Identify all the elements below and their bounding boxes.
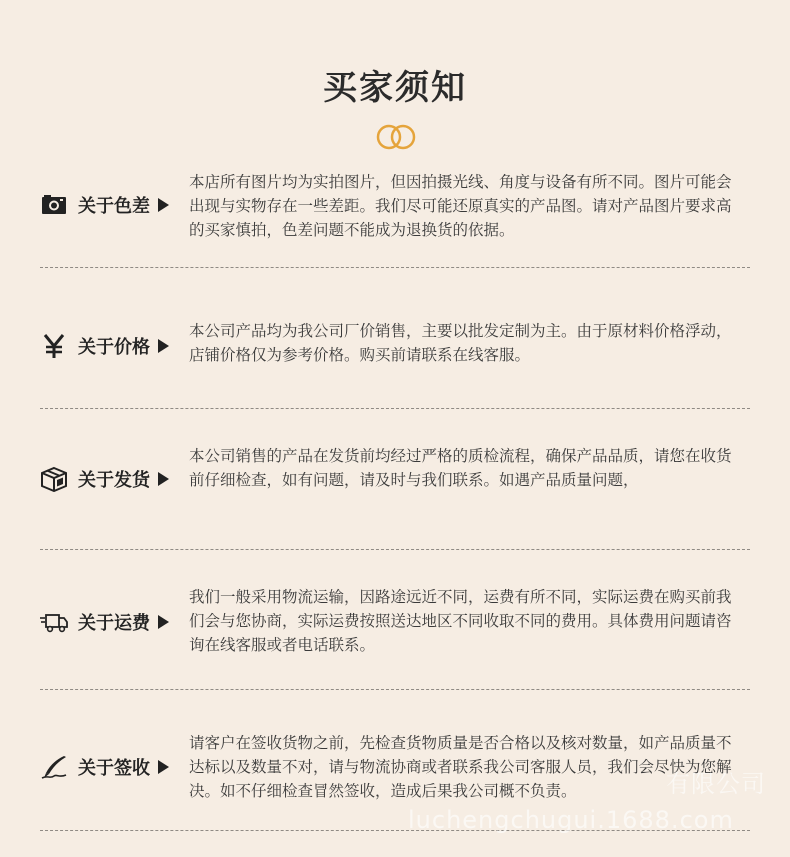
interlocking-rings-icon: [373, 122, 419, 152]
page-title: 买家须知: [323, 68, 467, 108]
section-label-price: [40, 331, 169, 361]
divider: [40, 267, 750, 268]
watermark-company: 有限公司: [666, 770, 766, 798]
section-title: 关于运费: [78, 613, 150, 634]
section-title: 关于色差: [78, 196, 150, 217]
section-description: 本公司产品均为我公司厂价销售，主要以批发定制为主。由于原材料价格浮动，店铺价格仅为参考价格。购买前请联系在线客服。: [189, 322, 732, 364]
section-description: 请客户在签收货物之前，先检查货物质量是否合格以及核对数量，如产品质量不达标以及数量不对，请与物流协商或者联系我公司客服人员，我们会尽快为您解决。如不仔细检查冒然签收，造成后果我公司概不负责。: [189, 734, 732, 800]
play-arrow-icon: [158, 339, 169, 353]
yen-icon: [40, 333, 68, 359]
section-label-freight: [40, 607, 169, 637]
box-icon: [40, 466, 68, 492]
play-arrow-icon: [158, 760, 169, 774]
play-arrow-icon: [158, 198, 169, 212]
section-description: 我们一般采用物流运输，因路途远近不同，运费有所不同，实际运费在购买前我们会与您协商，实际运费按照送达地区不同收取不同的费用。具体费用问题请咨询在线客服或者电话联系。: [189, 588, 732, 654]
camera-icon: [40, 192, 68, 218]
section-description: 本公司销售的产品在发货前均经过严格的质检流程，确保产品品质，请您在收货前仔细检查，如有问题，请及时与我们联系。如遇产品质量问题，: [189, 447, 732, 489]
play-arrow-icon: [158, 615, 169, 629]
section-label-signing: [40, 752, 169, 782]
section-label-color: [40, 190, 169, 220]
play-arrow-icon: [158, 472, 169, 486]
divider: [40, 408, 750, 409]
section-title: 关于签收: [78, 758, 150, 779]
divider: [40, 689, 750, 690]
section-label-shipping: [40, 464, 169, 494]
divider: [40, 830, 750, 831]
section-description: 本店所有图片均为实拍图片，但因拍摄光线、角度与设备有所不同。图片可能会出现与实物存在一些差距。我们尽可能还原真实的产品图。请对产品图片要求高的买家慎拍，色差问题不能成为退换货的依据。: [189, 173, 732, 239]
section-title: 关于价格: [78, 337, 150, 358]
watermark-url: luchengchugui.1688.com: [408, 806, 734, 834]
section-title: 关于发货: [78, 470, 150, 491]
divider: [40, 549, 750, 550]
signature-pen-icon: [40, 754, 68, 780]
truck-icon: [40, 609, 68, 635]
